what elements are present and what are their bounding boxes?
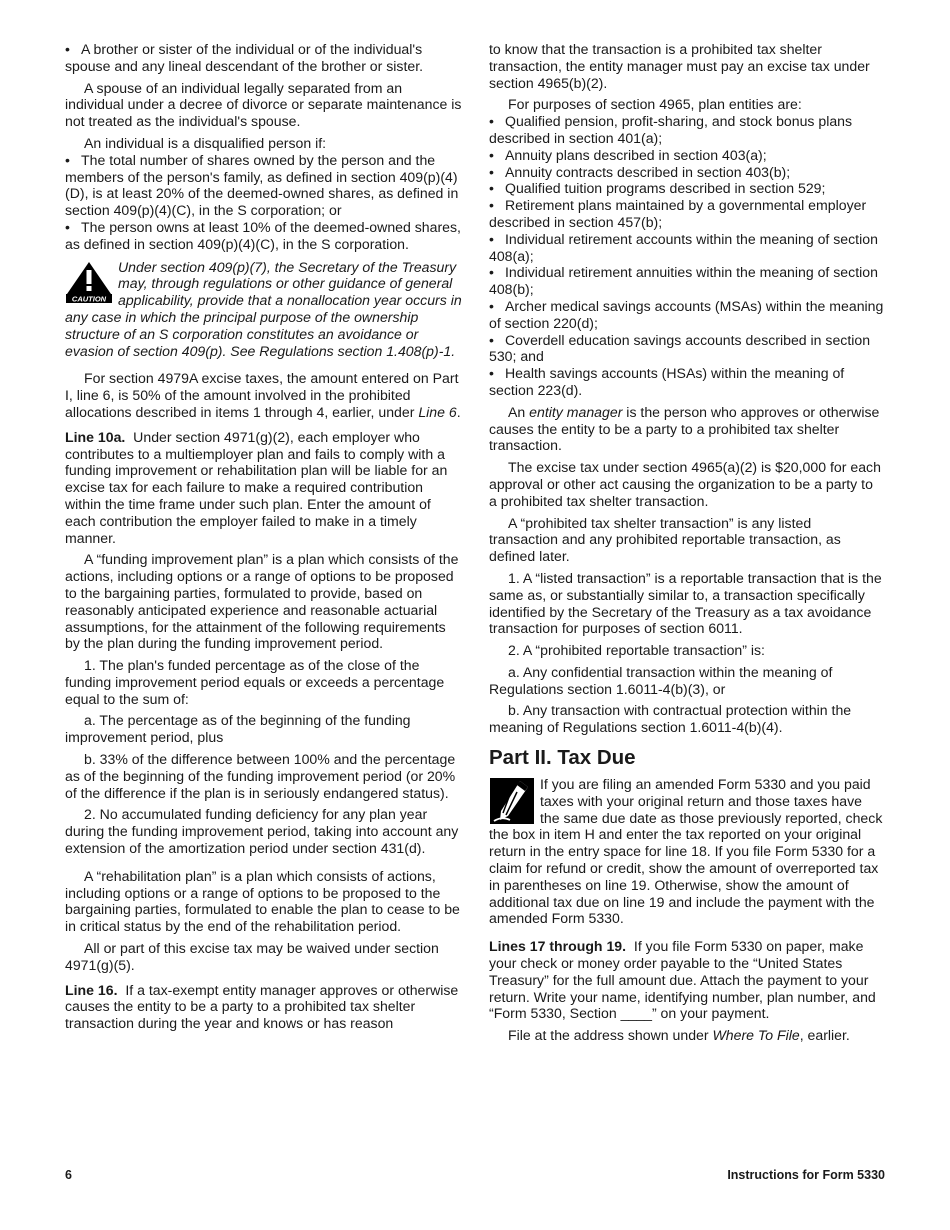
item-b-contractual: b. Any transaction with contractual protection within the meaning of Regulations section 1.6011-4(b)(4). [489,702,852,736]
lines-17-19-paragraph: Lines 17 through 19. If you file Form 5330 on paper, make your check or money order payable to the “United States Treasury” for the full amount due. Attach the payment to your return. Write your name, identifying number, plan number, and “Form 5330, Section ____” on your payment. [489,938,876,1022]
paragraph-excise-20000: The excise tax under section 4965(a)(2) is $20,000 for each approval or other act causing the organization to be a party to a prohibited tax shelter transaction. [489,459,881,509]
amended-return-note [489,776,884,927]
list-item: • Annuity plans described in section 403(a); [489,147,884,164]
list-item: • Health savings accounts (HSAs) within the meaning of section 223(d). [489,365,884,399]
plan-entities-list [489,113,884,399]
bullet-10-percent: • The person owns at least 10% of the deemed-owned shares, as defined in section 409(p)(4)(C), in the S corporation. [65,219,462,253]
list-item: • Retirement plans maintained by a governmental employer described in section 457(b); [489,197,884,231]
paragraph-rehabilitation-plan: A “rehabilitation plan” is a plan which consists of actions, including options or a range of options to be proposed to the bargaining parties, formulated to enable the plan to cease to be in critical status by the end of the rehabilitation period. [65,867,460,935]
form-title-footer: Instructions for Form 5330 [727,1168,885,1182]
bullet-brother-sister: • A brother or sister of the individual or of the individual's spouse and any lineal descendant of the brother or sister. [65,41,462,75]
caution-text: Under section 409(p)(7), the Secretary of the Treasury may, through regulations or other guidance of general applicability, provide that a nonallocation year occurs in any case in which the principal purpose of the ownership structure of an S corporation constitutes an avoidance or evasion of section 409(p). See Regulations section 1.408(p)-1. [65,258,462,359]
caution-icon [65,261,112,303]
line-10a-paragraph: Line 10a. Under section 4971(g)(2), each employer who contributes to a multiemployer plan and fails to comply with a funding improvement or rehabilitation plan will be liable for an excise tax for each failure to make a required contribution within the time frame under such plan. Enter the amount of each contribution the employer failed to make in a timely manner. [65,428,448,546]
left-column [65,41,462,1032]
list-item: • Coverdell education savings accounts described in section 530; and [489,332,884,366]
caution-note [65,259,462,360]
line-10a-heading: Line 10a. [65,428,126,445]
paragraph-file-address: File at the address shown under Where To File, earlier. [508,1027,850,1044]
lines-17-19-heading: Lines 17 through 19. [489,938,627,955]
list-item: • Qualified tuition programs described in section 529; [489,180,884,197]
paragraph-disqualified-person: An individual is a disqualified person if: [84,134,327,151]
item-1-funded-percentage: 1. The plan's funded percentage as of the close of the funding improvement period equals or exceeds a percentage equal to the sum of: [65,657,445,707]
paragraph-continued: to know that the transaction is a prohibited tax shelter transaction, the entity manager must pay an excise tax under section 4965(b)(2). [489,41,870,91]
note-text: If you are filing an amended Form 5330 and you paid taxes with your original return and those taxes have the same due date as those previously reported, check the box in item H and enter the tax reported on your original return in the entry space for line 18. If you file Form 5330 for a claim for refund or credit, show the amount of overreported tax in parentheses on line 19. Otherwise, show the amount of additional tax due on line 19 and include the payment with the amended Form 5330. [489,776,883,927]
list-item: • Individual retirement annuities within the meaning of section 408(b); [489,264,884,298]
list-item: • Archer medical savings accounts (MSAs) within the meaning of section 220(d); [489,298,884,332]
item-1-listed-transaction: 1. A “listed transaction” is a reportable transaction that is the same as, or substantially similar to, a transaction specifically identified by the Secretary of the Treasury as a tax avoidance transaction for purposes of section 6011. [489,569,882,637]
bullet-20-percent: • The total number of shares owned by the person and the members of the person's family, as defined in section 409(p)(4)(D), is at least 20% of the deemed-owned shares, as defined in section 409(p)(4)(C), in the S corporation; or [65,152,462,219]
line-16-heading: Line 16. [65,981,118,998]
paragraph-waived: All or part of this excise tax may be waived under section 4971(g)(5). [65,940,439,973]
paragraph-legally-separated: A spouse of an individual legally separated from an individual under a decree of divorce or separate maintenance is not treated as the individual's spouse. [65,79,462,130]
page-number: 6 [65,1168,72,1182]
paragraph-entity-manager: An entity manager is the person who approves or otherwise causes the entity to be a party to a prohibited tax shelter transaction. [489,403,880,454]
right-column [489,41,884,1044]
list-item: • Qualified pension, profit-sharing, and stock bonus plans described in section 401(a); [489,113,884,147]
paragraph-funding-improvement-plan: A “funding improvement plan” is a plan which consists of the actions, including options or a range of options to be proposed to the bargaining parties, formulated to provide, based on reasonably anticipated experience and reasonable actuarial assumptions, for the attainment of the following requirements by the plan during the funding improvement period. [65,551,459,652]
item-2-prohibited-reportable: 2. A “prohibited reportable transaction” is: [508,642,765,659]
paragraph-4979a: For section 4979A excise taxes, the amount entered on Part I, line 6, is 50% of the amount involved in the prohibited allocations described in items 1 through 4, earlier, under Line 6. [65,370,461,420]
part-ii-heading: Part II. Tax Due [489,746,636,770]
item-a-confidential: a. Any confidential transaction within the meaning of Regulations section 1.6011-4(b)(3), or [489,663,833,697]
line-16-paragraph: Line 16. If a tax-exempt entity manager approves or otherwise causes the entity to be a party to a prohibited tax shelter transaction during the year and knows or has reason [65,981,459,1032]
item-2-no-deficiency: 2. No accumulated funding deficiency for any plan year during the funding improvement period, taking into account any extension of the amortization period under section 431(d). [65,806,459,857]
paragraph-prohibited-tax-shelter: A “prohibited tax shelter transaction” is any listed transaction and any prohibited reportable transaction, as defined later. [489,514,841,565]
caution-label: CAUTION [71,294,106,303]
list-item: • Individual retirement accounts within the meaning of section 408(a); [489,231,884,265]
paragraph-plan-entities: For purposes of section 4965, plan entities are: [508,96,802,113]
item-b-33-percent: b. 33% of the difference between 100% and the percentage as of the beginning of the funding improvement period (or 20% of the difference if the plan is in seriously endangered status). [65,751,456,801]
item-a-percentage: a. The percentage as of the beginning of the funding improvement period, plus [65,712,411,746]
list-item: • Annuity contracts described in section 403(b); [489,164,884,181]
pencil-note-icon [489,778,534,824]
